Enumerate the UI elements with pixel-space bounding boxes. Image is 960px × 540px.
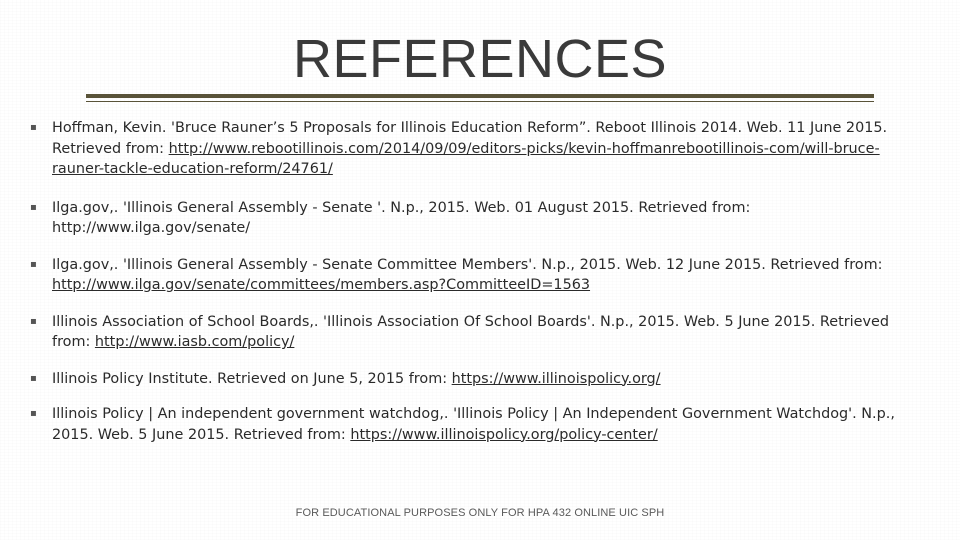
reference-link[interactable]: https://www.illinoispolicy.org/policy-center/ bbox=[350, 426, 658, 443]
reference-link[interactable]: https://www.illinoispolicy.org/ bbox=[451, 370, 661, 387]
bullet-icon: ▪ bbox=[30, 408, 37, 419]
reference-item bbox=[30, 404, 924, 445]
footer-text: FOR EDUCATIONAL PURPOSES ONLY FOR HPA 432 ONLINE UIC SPH bbox=[295, 507, 665, 519]
reference-item bbox=[30, 312, 924, 353]
reference-link[interactable]: http://www.rebootillinois.com/2014/09/09/editors-picks/kevin-hoffmanrebootillinois-com/will-bruce-rauner-tackle-education-reform/24761/ bbox=[52, 140, 880, 177]
reference-link[interactable]: http://www.ilga.gov/senate/committees/members.asp?CommitteeID=1563 bbox=[52, 277, 591, 293]
bullet-icon: ▪ bbox=[30, 372, 37, 384]
reference-item bbox=[30, 198, 924, 239]
bullet-icon: ▪ bbox=[30, 122, 37, 133]
reference-text: Ilga.gov,. 'Illinois General Assembly - Senate Committee Members'. N.p., 2015. Web. 12 June 2015. Retrieved from: bbox=[52, 256, 883, 273]
reference-link[interactable]: http://www.iasb.com/policy/ bbox=[94, 334, 295, 350]
reference-item bbox=[30, 118, 924, 180]
title-rule-thin bbox=[86, 101, 874, 102]
reference-text: Hoffman, Kevin. 'Bruce Rauner’s 5 Proposals for Illinois Education Reform”. Reboot Illinois 2014. Web. 11 June 2015. Retrieved from: bbox=[52, 120, 888, 157]
title-rule-thick bbox=[86, 94, 874, 98]
bullet-icon: ▪ bbox=[30, 201, 37, 213]
bullet-icon: ▪ bbox=[30, 315, 37, 327]
reference-text: Illinois Policy | An independent government watchdog,. 'Illinois Policy | An Independent Government Watchdog'. N.p., 2015. Web. 5 June 2015. Retrieved from: bbox=[52, 406, 895, 443]
bullet-icon: ▪ bbox=[30, 258, 37, 270]
reference-text: Illinois Policy Institute. Retrieved on June 5, 2015 from: bbox=[52, 370, 452, 387]
slide-title: REFERENCES bbox=[292, 29, 668, 89]
references-list bbox=[30, 118, 924, 445]
reference-text: Ilga.gov,. 'Illinois General Assembly - Senate '. N.p., 2015. Web. 01 August 2015. Retrieved from: http://www.ilga.gov/senate/ bbox=[52, 199, 751, 236]
reference-item bbox=[30, 369, 924, 390]
reference-item bbox=[30, 255, 924, 296]
reference-text: Illinois Association of School Boards,. 'Illinois Association Of School Boards'. N.p., 2015. Web. 5 June 2015. Retrieved from: bbox=[52, 313, 889, 350]
